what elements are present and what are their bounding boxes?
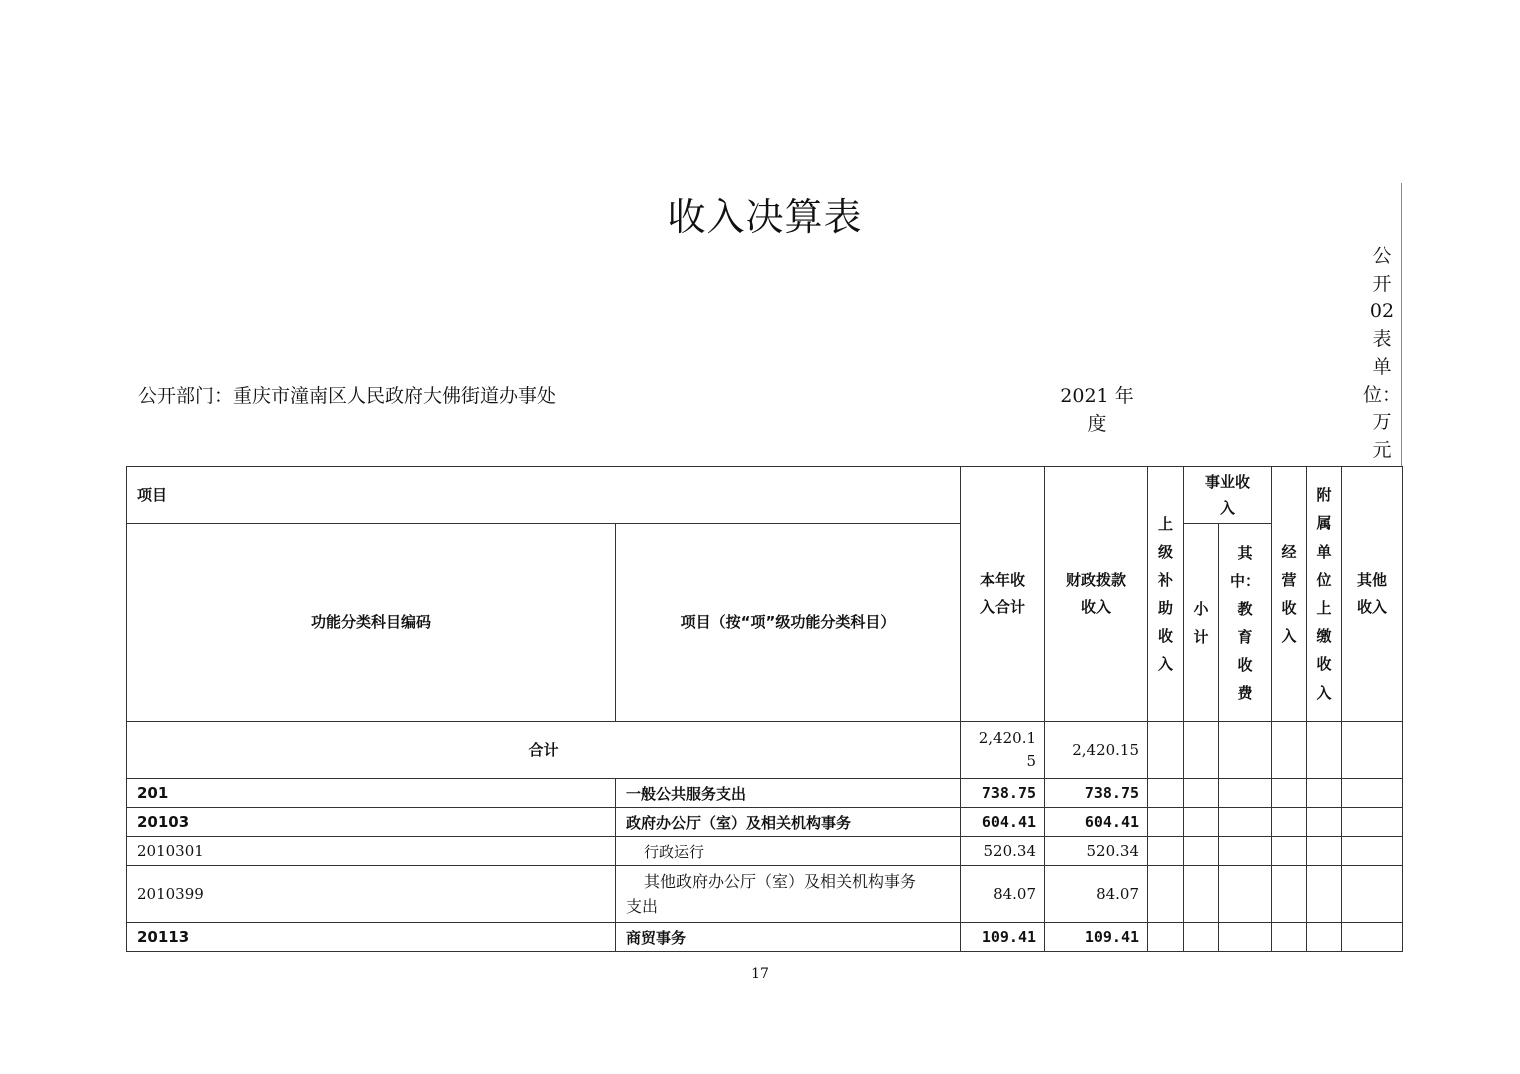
row-fiscal: 604.41 [1045,808,1148,837]
row-code: 20103 [127,808,616,837]
total-row [127,722,1403,779]
header-name: 项目（按“项”级功能分类科目） [616,524,961,722]
header-education: 其 中： 教 育 收 费 [1219,524,1272,722]
row-total: 738.75 [961,779,1045,808]
form-code-unit [1362,243,1402,465]
page-title: 收入决算表 [667,195,863,239]
row-code: 2010399 [127,866,616,923]
row-total: 520.34 [961,837,1045,866]
row-name: 政府办公厅（室）及相关机构事务 [616,808,961,837]
row-total: 84.07 [961,866,1045,923]
table-row [127,837,1403,866]
row-total: 109.41 [961,923,1045,952]
table-row [127,866,1403,923]
form-code-char: 单 [1372,355,1392,378]
form-code-char: 元 [1372,438,1392,461]
row-name: 其他政府办公厅（室）及相关机构事务 支出 [616,866,961,923]
row-code: 20113 [127,923,616,952]
row-fiscal: 84.07 [1045,866,1148,923]
row-fiscal: 738.75 [1045,779,1148,808]
row-total: 604.41 [961,808,1045,837]
header-affiliate: 附 属 单 位 上 缴 收 入 [1307,467,1342,722]
row-fiscal: 520.34 [1045,837,1148,866]
form-code-char: 万 [1372,411,1392,434]
form-code-char: 表 [1372,328,1392,351]
header-business: 经 营 收 入 [1272,467,1307,722]
header-career: 事业收 入 [1184,467,1272,524]
page-number: 17 [751,966,769,982]
header-superior: 上 级 补 助 收 入 [1148,467,1184,722]
row-name: 一般公共服务支出 [616,779,961,808]
table-row [127,923,1403,952]
header-fiscal: 财政拨款 收入 [1045,467,1148,722]
header-other: 其他 收入 [1342,467,1403,722]
total-label: 合计 [127,722,961,779]
form-code-char: 开 [1372,272,1392,295]
department-label: 公开部门：重庆市潼南区人民政府大佛街道办事处 [138,385,557,407]
income-table [126,466,1403,952]
row-name: 行政运行 [616,837,961,866]
header-code: 功能分类科目编码 [127,524,616,722]
total-amount: 2,420.1 5 [961,722,1045,779]
total-fiscal: 2,420.15 [1045,722,1148,779]
form-code-char: 位： [1362,383,1401,406]
row-fiscal: 109.41 [1045,923,1148,952]
table-row [127,779,1403,808]
row-name: 商贸事务 [616,923,961,952]
form-code-char: 02 [1369,300,1395,323]
row-code: 2010301 [127,837,616,866]
header-total: 本年收 入合计 [961,467,1045,722]
header-subtotal: 小 计 [1184,524,1219,722]
row-code: 201 [127,779,616,808]
year-label: 2021 年度 [1060,385,1134,435]
table-row [127,808,1403,837]
form-code-char: 公 [1372,245,1392,267]
header-project: 项目 [127,467,961,524]
